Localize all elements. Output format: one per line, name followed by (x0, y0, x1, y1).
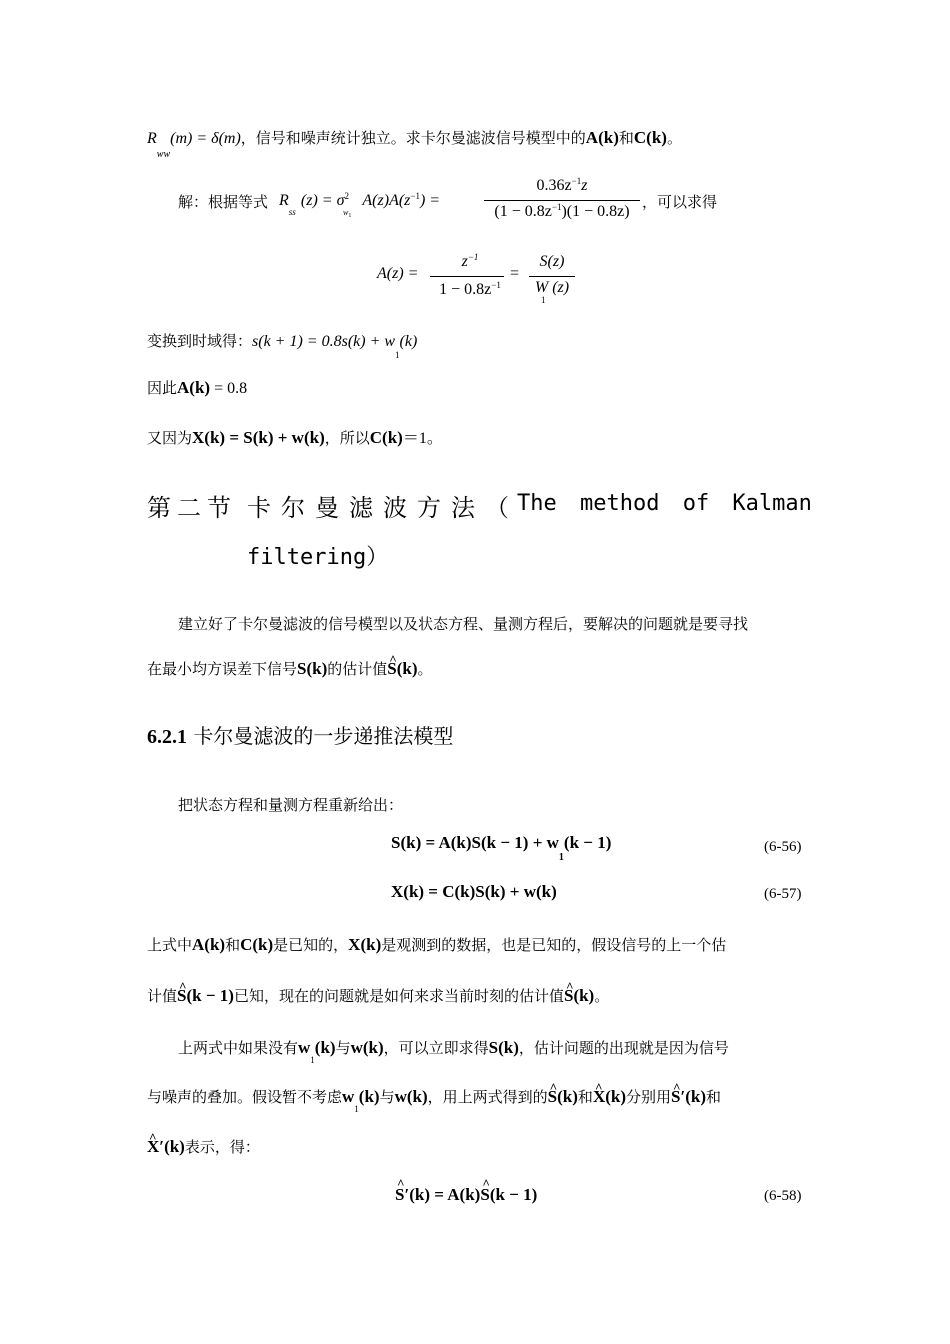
eq-R: R (279, 192, 289, 209)
para4-Sp: ^ S (671, 1087, 680, 1107)
eq-A-bar2 (529, 276, 575, 277)
section-title-en2-text: filtering (247, 545, 367, 570)
para3-c: 是观测到的数据，也是已知的，假设信号的上一个估 (381, 936, 727, 954)
eq58-tag-text: (6-58) (764, 1188, 802, 1204)
therefore-label: 因此 (147, 379, 178, 397)
para4-w1b: w (342, 1087, 355, 1106)
frac-den-sup: −1 (551, 202, 562, 212)
para3-A: A(k) (192, 935, 226, 954)
eq-A-den2-sub: 1 (541, 295, 546, 305)
para3-line2 (147, 986, 609, 1006)
math-sub: ww (156, 149, 171, 160)
frac-den-end: )(1 − 0.8z) (561, 203, 630, 220)
eq-A-eq (510, 263, 519, 283)
eq-58 (395, 1185, 537, 1205)
para3-Shat2: ^ S (564, 986, 573, 1006)
para2 (178, 795, 403, 815)
time-domain-sub: 1 (395, 350, 400, 360)
para4-wb: w(k) (394, 1087, 428, 1106)
subsection-num: 6.2.1 (147, 726, 187, 748)
para3-Shat: ^ S (177, 986, 186, 1006)
frac-num-end: z (581, 177, 588, 194)
para1-Shat: ^ S (387, 659, 396, 679)
eq56-tag (764, 839, 802, 856)
para4-w1b-sub: 1 (354, 1104, 359, 1114)
eq-A-den2-end: (z) (552, 279, 570, 296)
math-Ak: A(k) (585, 128, 619, 147)
eq56-body: S(k) = A(k)S(k − 1) + w (391, 833, 559, 852)
time-domain-eq: s(k + 1) = 0.8s(k) + w (252, 333, 396, 350)
section-title-en2 (247, 540, 388, 571)
conj: 和 (618, 129, 634, 147)
eq-A-den1-sup: −1 (491, 280, 501, 290)
eq58-lhs-end: ′(k) = A(k) (404, 1185, 481, 1204)
para3-e: 已知，现在的问题就是如何来求当前时刻的估计值 (233, 987, 564, 1005)
solution-text: 解：根据等式 (178, 193, 269, 211)
time-domain-label: 变换到时域得： (147, 332, 253, 350)
para3-X: X(k) (348, 935, 382, 954)
para4-f: 与 (379, 1088, 395, 1106)
para4-Shat-end: (k) (557, 1087, 578, 1106)
para3-d: 计值 (147, 987, 178, 1005)
para4-Xp-end: ′(k) (159, 1137, 185, 1156)
also-label: 又因为 (147, 429, 193, 447)
para4-w: w(k) (350, 1038, 384, 1057)
subsection-heading (147, 720, 453, 749)
para1-line2b: 的估计值 (327, 660, 388, 678)
para1-line2c: 。 (417, 660, 433, 678)
eq-R-sub: ss (288, 207, 296, 217)
period: 。 (666, 129, 682, 147)
para3-b: 是已知的， (273, 936, 349, 954)
eq58-rhs: ^ S (480, 1185, 489, 1205)
para1-line1-text: 建立好了卡尔曼滤波的信号模型以及状态方程、量测方程后，要解决的问题就是要寻找 (178, 615, 749, 633)
therefore-line (147, 378, 247, 399)
eq56-sub: 1 (558, 852, 564, 863)
eq-sigma-sub2: 1 (348, 213, 352, 219)
para3-C: C(k) (240, 935, 274, 954)
eq58-rhs-end: (k − 1) (489, 1185, 538, 1204)
eq-A-num1: z (461, 253, 468, 270)
eq-A-num1-sup: −1 (467, 252, 479, 262)
eq-sigma-sub: w (342, 208, 349, 217)
section-title-en1 (517, 491, 812, 516)
also-line (147, 428, 443, 449)
intro-line (147, 128, 682, 160)
section-close: ） (366, 545, 389, 570)
para1-line2 (147, 659, 433, 679)
eq-A-den1: 1 − 0.8z (439, 281, 492, 298)
also-mid: ，所以 (324, 429, 370, 447)
fraction-bar (484, 200, 640, 201)
para3-f: 。 (594, 987, 610, 1005)
para4-and: 和 (577, 1088, 593, 1106)
math-R: R (147, 130, 157, 147)
frac-den: (1 − 0.8z (494, 203, 552, 220)
section-title-text: 卡尔曼滤波方法（ (247, 494, 519, 522)
eq-A-num2: S(z) (539, 253, 565, 270)
section-num-text: 第二节 (147, 494, 237, 522)
eq-A-bar1 (430, 276, 504, 277)
solution-eq (279, 190, 441, 219)
eq-rest2: ) = (419, 192, 441, 209)
therefore-val: = 0.8 (210, 380, 248, 397)
para4-and2: 和 (706, 1088, 722, 1106)
para4-Sp-end: ′(k) (680, 1087, 707, 1106)
solution-label (178, 192, 268, 212)
eq-57 (391, 882, 557, 902)
para1-Shat-end: (k) (396, 659, 418, 678)
eq-56 (391, 833, 612, 863)
para4-d: ，估计问题的出现就是因为信号 (518, 1039, 729, 1057)
therefore-A: A(k) (177, 378, 211, 397)
para3-a: 上式中 (147, 936, 193, 954)
eq56-tag-text: (6-56) (764, 839, 802, 855)
eq-A-eq-text: = (510, 265, 520, 282)
also-val: ＝1。 (402, 430, 443, 447)
section-number (147, 488, 237, 523)
also-eq: X(k) = S(k) + w(k) (192, 428, 325, 447)
para2-text: 把状态方程和量测方程重新给出： (178, 796, 404, 814)
solution-tail (642, 192, 717, 212)
eq-sigma-sup: 2 (344, 191, 349, 201)
para3-line1 (147, 935, 726, 955)
tail-text: ，可以求得 (642, 193, 718, 211)
eq-rest-sup: −1 (410, 191, 420, 201)
eq-rest: A(z)A(z (362, 192, 411, 209)
eq-A-lhs-text: A(z) = (377, 265, 419, 282)
para1-line2a: 在最小均方误差下信号 (147, 660, 298, 678)
para4-line1 (178, 1038, 729, 1065)
eq58-lhs: ^ S (395, 1185, 404, 1205)
section-title-en1-text: The method of Kalman (517, 491, 812, 516)
eq-A-den2: W (534, 279, 549, 296)
para4-g: ，用上两式得到的 (427, 1088, 548, 1106)
eq-A-lhs (377, 263, 418, 283)
eq58-tag (764, 1188, 802, 1205)
solution-fraction (482, 177, 642, 221)
eq57-tag (764, 886, 802, 903)
para4-h: 分别用 (626, 1088, 672, 1106)
para3-Shat-end: (k − 1) (186, 986, 234, 1005)
section-title (247, 488, 519, 523)
para4-Xhat: ^ X (593, 1087, 605, 1107)
frac-num: 0.36z (536, 177, 572, 194)
eq-mid: (z) = σ (300, 192, 345, 209)
para4-line3 (147, 1137, 260, 1157)
time-domain-end: (k) (399, 333, 418, 350)
para3-and: 和 (225, 936, 241, 954)
para1-line1 (178, 614, 748, 634)
math-Ck: C(k) (633, 128, 667, 147)
para4-e: 与噪声的叠加。假设暂不考虑 (147, 1088, 343, 1106)
para4-line2 (147, 1087, 722, 1114)
eq-A-frac2 (528, 253, 576, 297)
para4-Shat: ^ S (548, 1087, 557, 1107)
para4-w1: w (298, 1038, 311, 1057)
intro-text: ，信号和噪声统计独立。求卡尔曼滤波信号模型中的 (240, 129, 586, 147)
para4-c: ，可以立即求得 (383, 1039, 489, 1057)
para1-S: S(k) (297, 659, 328, 678)
math-delta: (m) = δ(m) (170, 130, 241, 147)
eq57-body: X(k) = C(k)S(k) + w(k) (391, 882, 557, 901)
para4-w1-sub: 1 (310, 1055, 315, 1065)
para4-i: 表示，得： (184, 1138, 260, 1156)
para4-a: 上两式中如果没有 (178, 1039, 299, 1057)
para4-Xp: ^ X (147, 1137, 159, 1157)
subsection-title: 卡尔曼滤波的一步递推法模型 (193, 724, 454, 748)
para3-Shat2-end: (k) (573, 986, 595, 1005)
eq56-end: (k − 1) (563, 833, 612, 852)
para4-S: S(k) (488, 1038, 519, 1057)
also-C: C(k) (369, 428, 403, 447)
eq57-tag-text: (6-57) (764, 886, 802, 902)
para4-w1-end: (k) (314, 1038, 336, 1057)
para4-w1b-end: (k) (358, 1087, 380, 1106)
para4-Xhat-end: (k) (605, 1087, 626, 1106)
para4-b: 与 (335, 1039, 351, 1057)
frac-num-sup: −1 (571, 176, 582, 186)
time-domain-line (147, 331, 418, 360)
